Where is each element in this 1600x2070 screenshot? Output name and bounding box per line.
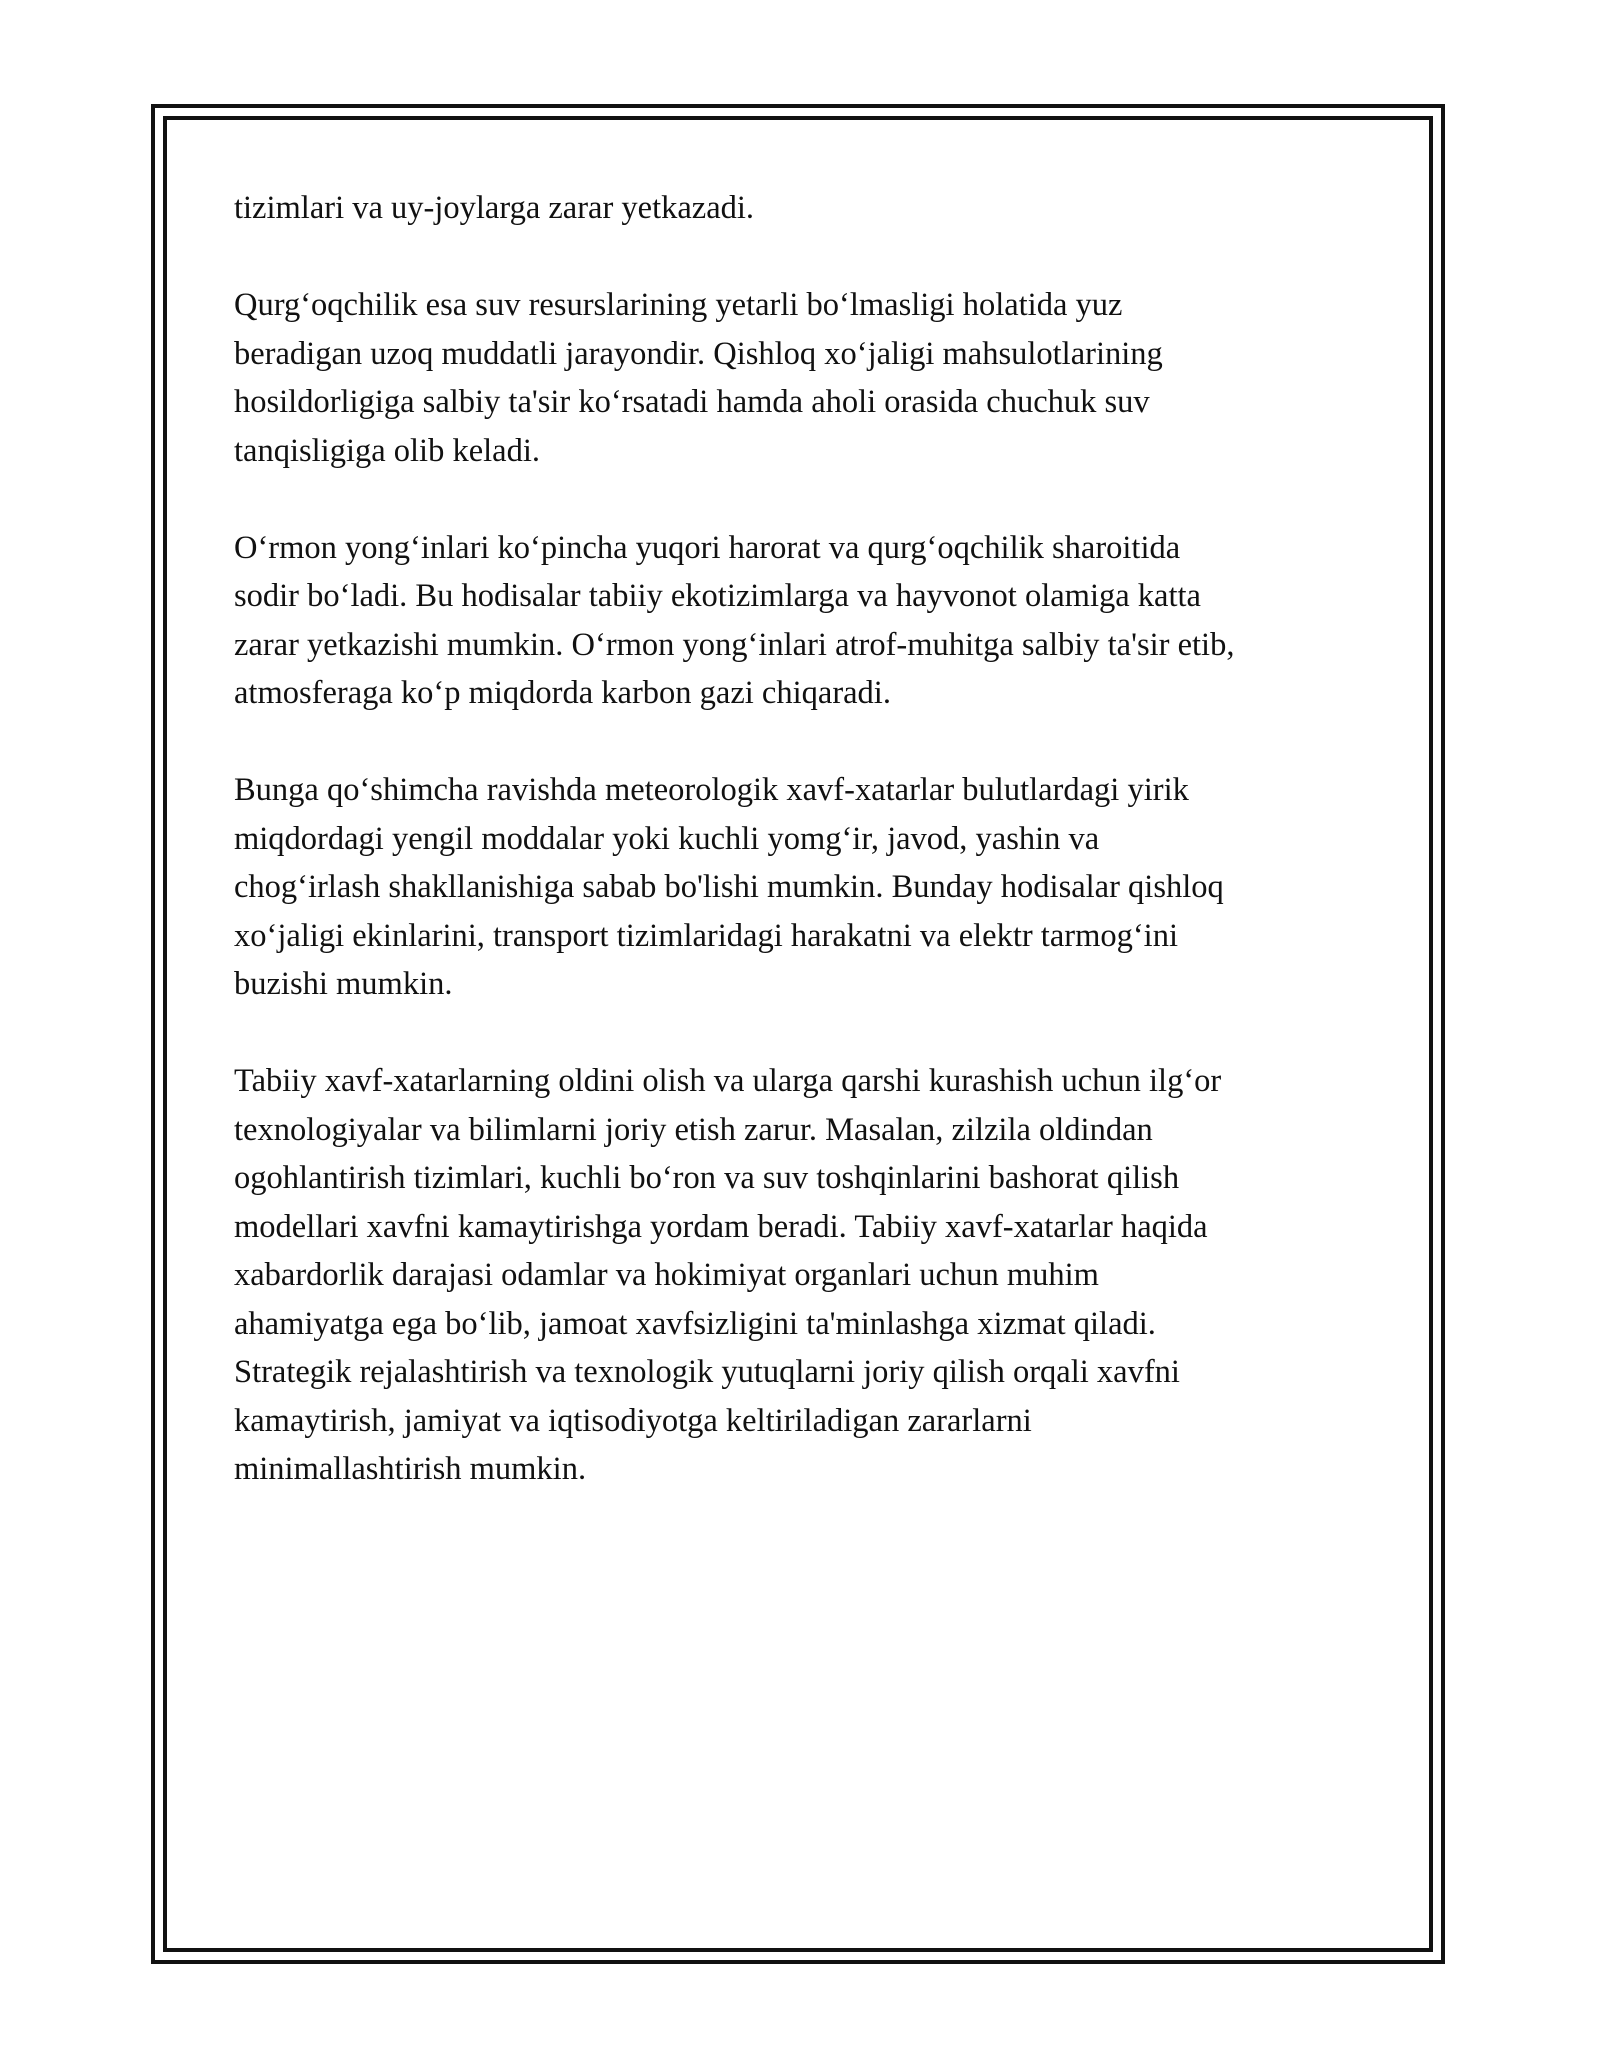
text-line: Strategik rejalashtirish va texnologik yutuqlarni joriy qilish orqali xavfni [234,1354,1180,1390]
paragraph [234,766,1364,1009]
document-body [234,184,1364,1542]
text-line: texnologiyalar va bilimlarni joriy etish zarur. Masalan, zilzila oldindan [234,1111,1153,1148]
paragraph [234,1057,1364,1494]
text-line: kamaytirish, jamiyat va iqtisodiyotga keltiriladigan zararlarni [234,1402,1032,1439]
text-line: ahamiyatga ega bo‘lib, jamoat xavfsizligini ta'minlashga xizmat qiladi. [234,1305,1156,1342]
text-line: hosildorligiga salbiy ta'sir ko‘rsatadi hamda aholi orasida chuchuk suv [234,384,1150,420]
text-line: zarar yetkazishi mumkin. O‘rmon yong‘inlari atrof-muhitga salbiy ta'sir etib, [234,626,1235,663]
text-line: atmosferaga ko‘p miqdorda karbon gazi chiqaradi. [234,675,891,711]
text-line: miqdordagi yengil moddalar yoki kuchli yomg‘ir, javod, yashin va [234,820,1100,857]
paragraph [234,184,1364,233]
paragraph [234,524,1364,718]
text-line: ogohlantirish tizimlari, kuchli bo‘ron va suv toshqinlarini bashorat qilish [234,1160,1180,1196]
text-line: Tabiiy xavf-xatarlarning oldini olish va ularga qarshi kurashish uchun ilg‘or [234,1063,1222,1099]
text-line: chog‘irlash shakllanishiga sabab bo'lishi mumkin. Bunday hodisalar qishloq [234,869,1224,905]
paragraph [234,281,1364,475]
text-line: Qurg‘oqchilik esa suv resurslarining yetarli bo‘lmasligi holatida yuz [234,287,1123,323]
text-line: O‘rmon yong‘inlari ko‘pincha yuqori harorat va qurg‘oqchilik sharoitida [234,529,1181,566]
text-line: xo‘jaligi ekinlarini, transport tizimlaridagi harakatni va elektr tarmog‘ini [234,917,1178,954]
text-line: xabardorlik darajasi odamlar va hokimiyat organlari uchun muhim [234,1257,1099,1293]
text-line: tizimlari va uy-joylarga zarar yetkazadi. [234,190,755,226]
text-line: minimallashtirish mumkin. [234,1451,587,1487]
text-line: modellari xavfni kamaytirishga yordam beradi. Tabiiy xavf-xatarlar haqida [234,1208,1208,1245]
text-line: tanqisligiga olib keladi. [234,432,540,469]
text-line: sodir bo‘ladi. Bu hodisalar tabiiy ekotizimlarga va hayvonot olamiga katta [234,578,1201,614]
text-line: Bunga qo‘shimcha ravishda meteorologik xavf-xatarlar bulutlardagi yirik [234,772,1189,808]
text-line: buzishi mumkin. [234,966,453,1002]
text-line: beradigan uzoq muddatli jarayondir. Qishloq xo‘jaligi mahsulotlarining [234,335,1163,372]
